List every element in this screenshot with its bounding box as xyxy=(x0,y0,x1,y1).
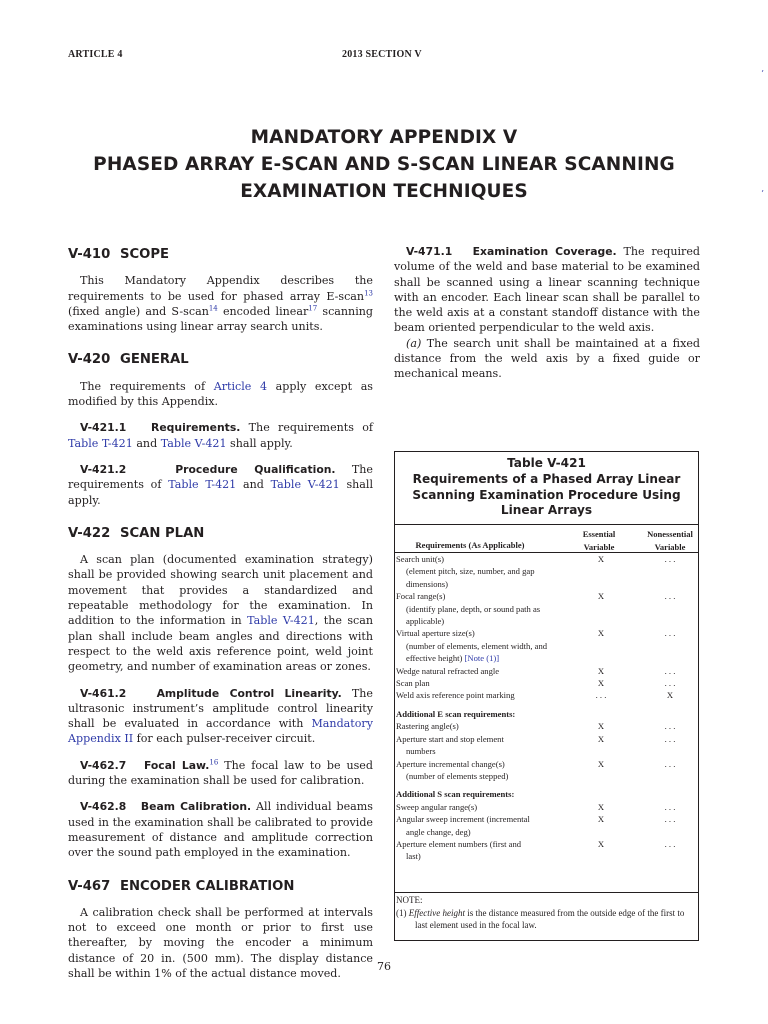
link-mandatory-appendix-ii[interactable]: Mandatory Appendix II xyxy=(68,717,373,746)
col-header-nonessential: Nonessential Variable xyxy=(647,529,693,552)
table-row: Aperture start and stop element numbers X . . . xyxy=(396,733,676,757)
para-scope: This Mandatory Appendix describes the requirements to be used for phased array E-scan$^{13}$ (fixed angle) and S-scan$^{14}$ encoded linear$^{17}$ scanning examinations using linear array search units. xyxy=(68,274,373,334)
title-line-3: EXAMINATION TECHNIQUES xyxy=(240,181,528,202)
link-table-v421[interactable]: Table V-421 xyxy=(247,614,315,628)
margin-change-mark: , xyxy=(761,184,764,193)
para-v471-1-a: (a) The search unit shall be maintained at a fixed distance from the weld axis by a fixed guide or mechanical means. xyxy=(394,336,700,381)
table-v421 xyxy=(394,451,699,941)
footnote-16-link[interactable]: 16 xyxy=(209,758,219,767)
table-row: Aperture element numbers (first and last) X . . . xyxy=(396,838,676,862)
para-v421-2: V-421.2 Procedure Qualification. The requirements of Table T-421 and Table V-421 shall apply. xyxy=(68,462,373,507)
para-v462-8: V-462.8 Beam Calibration. All individual beams used in the examination shall be calibrated to provide measurement of distance and amplitude correction over the sound path employed in the examination. xyxy=(68,800,373,860)
table-row: Aperture incremental change(s) (number of elements stepped) X . . . xyxy=(396,758,676,781)
margin-change-mark: , xyxy=(761,64,764,73)
title-line-2: PHASED ARRAY E-SCAN AND S-SCAN LINEAR SCANNING xyxy=(93,154,675,175)
table-row: Focal range(s) (identify plane, depth, or sound path as applicable) X . . . xyxy=(396,591,676,627)
right-column xyxy=(394,244,700,382)
table-group-s-scan: Additional S scan requirements: xyxy=(396,789,515,800)
heading-v410: V-410 SCOPE xyxy=(68,247,170,262)
link-table-t421[interactable]: Table T-421 xyxy=(68,436,133,450)
link-table-t421[interactable]: Table T-421 xyxy=(168,478,237,492)
table-row: Angular sweep increment (incremental angle change, deg) X . . . xyxy=(396,814,676,837)
table-row: Wedge natural refracted angle X . . . xyxy=(396,665,676,676)
table-row: Rastering angle(s) X . . . xyxy=(396,721,676,732)
table-row: Search unit(s) (element pitch, size, number, and gap dimensions) X . . . xyxy=(396,554,676,589)
para-v462-7: V-462.7 Focal Law.$^{16}$ The focal law to be used during the examination shall be used for calibration. xyxy=(68,758,373,788)
col-header-requirements: Requirements (As Applicable) xyxy=(415,540,525,550)
appendix-title xyxy=(0,124,768,205)
para-general: The requirements of Article 4 apply except as modified by this Appendix. xyxy=(68,379,374,409)
para-scan-plan: A scan plan (documented examination strategy) shall be provided showing search unit placement and movement that provides a standardized and repeatable methodology for the examination. In addition to the information in Table V-421, the scan plan shall include beam angles and directions with respect to the weld axis reference point, weld joint geometry, and number of examination areas or zones. xyxy=(68,553,373,674)
table-row: Sweep angular range(s) X . . . xyxy=(396,801,676,812)
table-row: Weld axis reference point marking . . . X xyxy=(396,690,674,701)
col-header-essential: Essential Variable xyxy=(582,529,616,552)
table-body xyxy=(395,553,698,863)
page-number: 76 xyxy=(377,960,391,973)
para-v461-2: V-461.2 Amplitude Control Linearity. The ultrasonic instrument’s amplitude control linearity shall be evaluated in accordance with Mandatory Appendix II for each pulser-receiver circuit. xyxy=(68,686,373,746)
para-v421-1: V-421.1 Requirements. The requirements of Table T-421 and Table V-421 shall apply. xyxy=(68,421,373,450)
link-table-v421[interactable]: Table V-421 xyxy=(270,478,340,492)
heading-v422: V-422 SCAN PLAN xyxy=(68,525,205,541)
footnote-17-link[interactable]: 17 xyxy=(308,304,318,313)
running-header-article: ARTICLE 4 xyxy=(68,49,123,60)
link-article-4[interactable]: Article 4 xyxy=(213,379,268,393)
heading-v420: V-420 GENERAL xyxy=(68,352,189,368)
heading-v467: V-467 ENCODER CALIBRATION xyxy=(68,878,295,894)
table-caption: Table V-421 Requirements of a Phased Array Linear Scanning Examination Procedure Using Linear Arrays xyxy=(412,456,681,518)
link-table-v421[interactable]: Table V-421 xyxy=(160,436,227,450)
para-v471-1: V-471.1 Examination Coverage. The required volume of the weld and base material to be examined shall be scanned using a linear scanning technique with an encoder. Each linear scan shall be parallel to the weld axis at a constant standoff distance with the beam oriented perpendicular to the weld axis. xyxy=(394,245,700,335)
title-line-1: MANDATORY APPENDIX V xyxy=(250,127,518,148)
running-header-section: 2013 SECTION V xyxy=(342,49,422,60)
footnote-13-link[interactable]: 13 xyxy=(364,288,373,297)
table-row: Virtual aperture size(s) (number of elements, element width, and effective height) [Note (1)] X . . . xyxy=(396,628,676,664)
table-group-e-scan: Additional E scan requirements: xyxy=(396,708,516,719)
table-note: NOTE: (1) Effective height is the distance measured from the outside edge of the first to last element used in the focal law. xyxy=(395,892,698,932)
table-row: Scan plan X . . . xyxy=(396,678,676,689)
para-encoder-calibration: A calibration check shall be performed at intervals not to exceed one month or prior to first use thereafter, by moving the encoder a minimum distance of 20 in. (500 mm). The display distance shall be within 1% of the actual distance moved. xyxy=(68,905,373,980)
note-1-link[interactable]: [Note (1)] xyxy=(464,653,500,664)
footnote-14-link[interactable]: 14 xyxy=(208,304,218,313)
left-column xyxy=(68,244,373,981)
table-header-row xyxy=(395,524,698,553)
